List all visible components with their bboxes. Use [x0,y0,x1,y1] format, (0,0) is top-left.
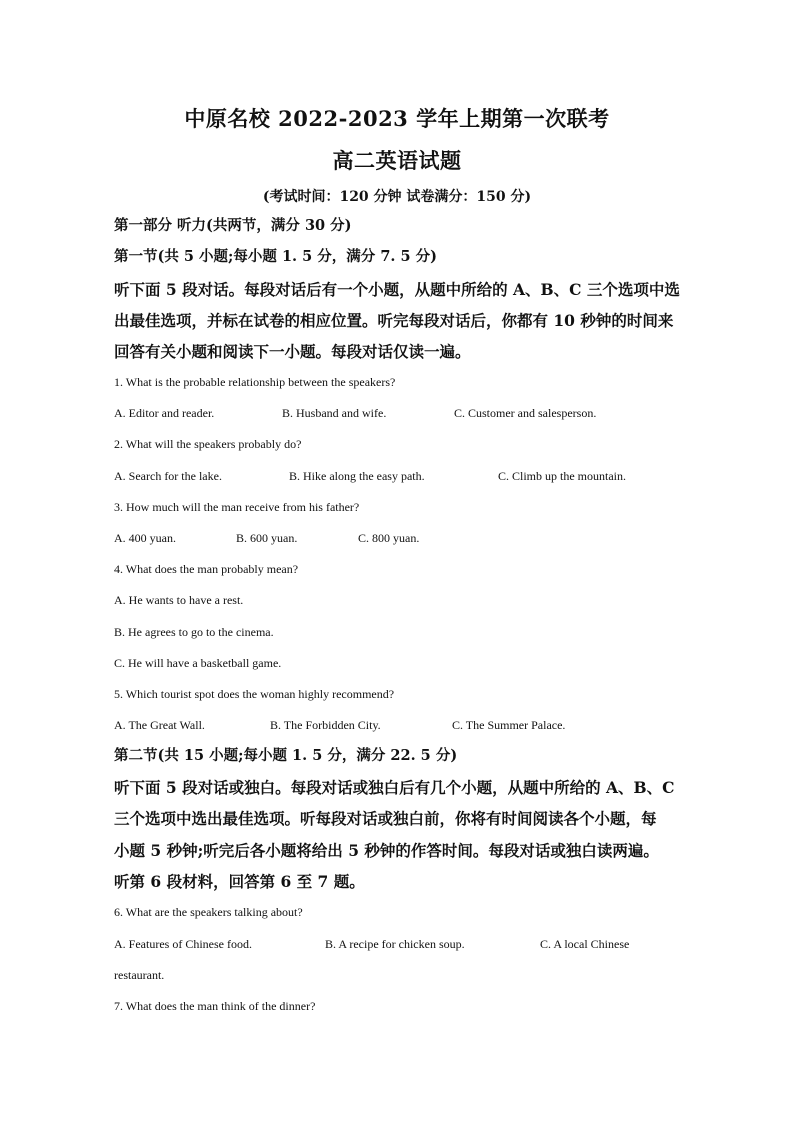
question-6: 6. What are the speakers talking about? [114,905,303,919]
q5-option-a: A. The Great Wall. [114,718,205,732]
q2-option-c: C. Climb up the mountain. [498,469,626,483]
q4-option-a: A. He wants to have a rest. [114,593,244,607]
section2-instruction-4: 听第 6 段材料，回答第 6 至 7 题。 [114,872,365,891]
section2-instruction-1: 听下面 5 段对话或独白。每段对话或独白后有几个小题，从题中所给的 A、B、C [114,778,675,797]
question-5: 5. Which tourist spot does the woman highly recommend? [114,687,395,701]
q3-option-a: A. 400 yuan. [114,531,176,545]
question-1: 1. What is the probable relationship between the speakers? [114,375,396,389]
section2-heading: 第二节(共 15 小题;每小题 1. 5 分，满分 22. 5 分) [114,747,458,764]
section1-heading: 第一节(共 5 小题;每小题 1. 5 分，满分 7. 5 分) [114,248,437,265]
q1-option-a: A. Editor and reader. [114,406,215,420]
question-7: 7. What does the man think of the dinner? [114,999,316,1013]
q1-option-b: B. Husband and wife. [282,406,387,420]
q1-option-c: C. Customer and salesperson. [454,406,597,420]
q3-option-b: B. 600 yuan. [236,531,298,545]
exam-title: 中原名校 2022-2023 学年上期第一次联考 [184,106,610,131]
section1-instruction-1: 听下面 5 段对话。每段对话后有一个小题，从题中所给的 A、B、C 三个选项中选 [114,280,680,299]
question-2: 2. What will the speakers probably do? [114,437,302,451]
q6-option-a: A. Features of Chinese food. [114,937,252,951]
section1-instruction-3: 回答有关小题和阅读下一小题。每段对话仅读一遍。 [114,342,471,361]
q6-option-c-wrap: restaurant. [114,968,165,982]
q4-option-b: B. He agrees to go to the cinema. [114,625,274,639]
q6-option-b: B. A recipe for chicken soup. [325,937,465,951]
question-3: 3. How much will the man receive from his father? [114,500,360,514]
exam-info: (考试时间：120 分钟 试卷满分：150 分) [262,189,532,205]
section2-instruction-3: 小题 5 秒钟;听完后各小题将给出 5 秒钟的作答时间。每段对话或独白读两遍。 [114,841,659,860]
q6-option-c: C. A local Chinese [540,937,630,951]
section2-instruction-2: 三个选项中选出最佳选项。听每段对话或独白前，你将有时间阅读各个小题，每 [114,809,657,828]
q5-option-c: C. The Summer Palace. [452,718,566,732]
section1-instruction-2: 出最佳选项，并标在试卷的相应位置。听完每段对话后，你都有 10 秒钟的时间来 [114,311,674,330]
q4-option-c: C. He will have a basketball game. [114,656,282,670]
exam-subtitle: 高二英语试题 [332,148,462,173]
question-4: 4. What does the man probably mean? [114,562,299,576]
q3-option-c: C. 800 yuan. [358,531,420,545]
q5-option-b: B. The Forbidden City. [270,718,381,732]
q2-option-b: B. Hike along the easy path. [289,469,425,483]
part1-heading: 第一部分 听力(共两节，满分 30 分) [114,217,352,234]
q2-option-a: A. Search for the lake. [114,469,222,483]
